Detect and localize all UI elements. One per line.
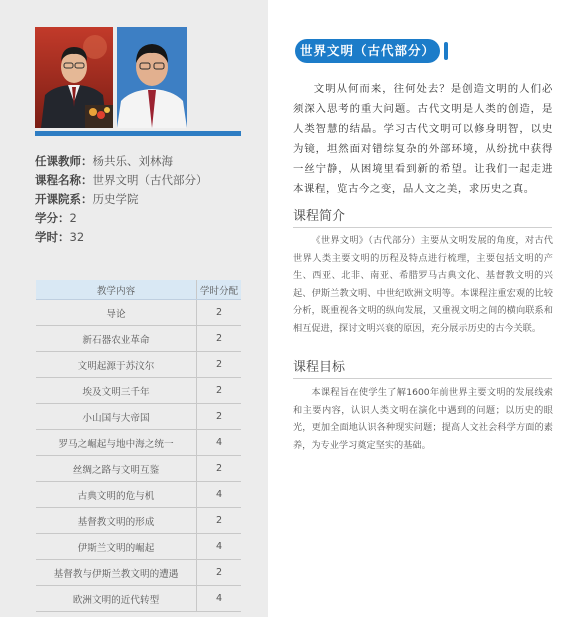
info-department: 开课院系：历史学院 <box>35 192 139 206</box>
goals-text: 本课程旨在使学生了解1600年前世界主要文明的发展线索和主要内容，认识人类文明在演化中遇到的问题；以历史的眼光，更加全面地认识各种现实问题；提高人文社会科学方面的素养，为专业学习奠定坚实的基础。 <box>293 387 553 451</box>
row-hours: 2 <box>197 508 242 534</box>
overview-heading: 课程简介 <box>293 205 552 228</box>
row-content: 伊斯兰文明的崛起 <box>36 534 197 560</box>
row-content: 丝绸之路与文明互鉴 <box>36 456 197 482</box>
header-hours: 学时分配 <box>197 280 242 300</box>
page-title: 世界文明（古代部分） <box>295 39 440 63</box>
row-hours: 2 <box>197 560 242 586</box>
table-row <box>36 378 241 404</box>
row-content: 欧洲文明的近代转型 <box>36 586 197 612</box>
table-header-row <box>36 280 241 300</box>
row-content: 埃及文明三千年 <box>36 378 197 404</box>
table-row <box>36 352 241 378</box>
row-hours: 4 <box>197 430 242 456</box>
row-hours: 2 <box>197 404 242 430</box>
teacher-photo-portrait <box>117 27 195 128</box>
table-row <box>36 560 241 586</box>
info-course: 课程名称：世界文明（古代部分） <box>35 173 208 187</box>
row-content: 新石器农业革命 <box>36 326 197 352</box>
goals-heading: 课程目标 <box>293 356 552 379</box>
table-row <box>36 482 241 508</box>
row-hours: 4 <box>197 482 242 508</box>
teacher-photo-podium <box>35 27 113 128</box>
header-content: 教学内容 <box>36 280 197 300</box>
row-content: 罗马之崛起与地中海之统一 <box>36 430 197 456</box>
course-info <box>35 152 255 247</box>
intro-paragraph: 文明从何而来，往何处去？是创造文明的人们必须深入思考的重大问题。古代文明是人类的创造，是人类智慧的结晶。学习古代文明可以修身明智，以史为镜，坦然面对错综复杂的外部环境，从纷扰中获得一丝宁静，从困境里看到新的希望。让我们一起走进本课程，览古今之变，品人文之美，求历史之真。 <box>293 83 553 195</box>
table-row <box>36 430 241 456</box>
row-hours: 2 <box>197 456 242 482</box>
overview-text: 《世界文明》（古代部分）主要从文明发展的角度，对古代世界人类主要文明的历程及特点进行梳理，主要包括文明的产生、西亚、北非、南亚、希腊罗马古典文化、基督教文明的兴起、伊斯兰教文明、中世纪欧洲文明等。本课程注重宏观的比较分析，既重视各文明的纵向发展，又重视文明之间的横向联系和相互促进，探讨文明兴衰的原因，充分展示历史的古今关联。 <box>293 235 553 334</box>
row-content: 基督教与伊斯兰教文明的遭遇 <box>36 560 197 586</box>
table-row <box>36 534 241 560</box>
info-teacher: 任课教师：杨共乐、刘林海 <box>35 154 173 168</box>
table-row <box>36 300 241 326</box>
info-hours: 学时：32 <box>35 230 85 244</box>
accent-bar <box>35 131 241 136</box>
row-content: 小山国与大帝国 <box>36 404 197 430</box>
row-hours: 2 <box>197 352 242 378</box>
table-row <box>36 586 241 612</box>
table-row <box>36 456 241 482</box>
row-content: 文明起源于苏汶尔 <box>36 352 197 378</box>
info-credits: 学分：2 <box>35 211 77 225</box>
table-row <box>36 404 241 430</box>
table-row <box>36 326 241 352</box>
row-content: 基督教文明的形成 <box>36 508 197 534</box>
row-hours: 4 <box>197 534 242 560</box>
schedule-table <box>36 280 241 612</box>
row-hours: 2 <box>197 378 242 404</box>
table-row <box>36 508 241 534</box>
row-content: 导论 <box>36 300 197 326</box>
row-content: 古典文明的危与机 <box>36 482 197 508</box>
row-hours: 2 <box>197 326 242 352</box>
row-hours: 2 <box>197 300 242 326</box>
row-hours: 4 <box>197 586 242 612</box>
